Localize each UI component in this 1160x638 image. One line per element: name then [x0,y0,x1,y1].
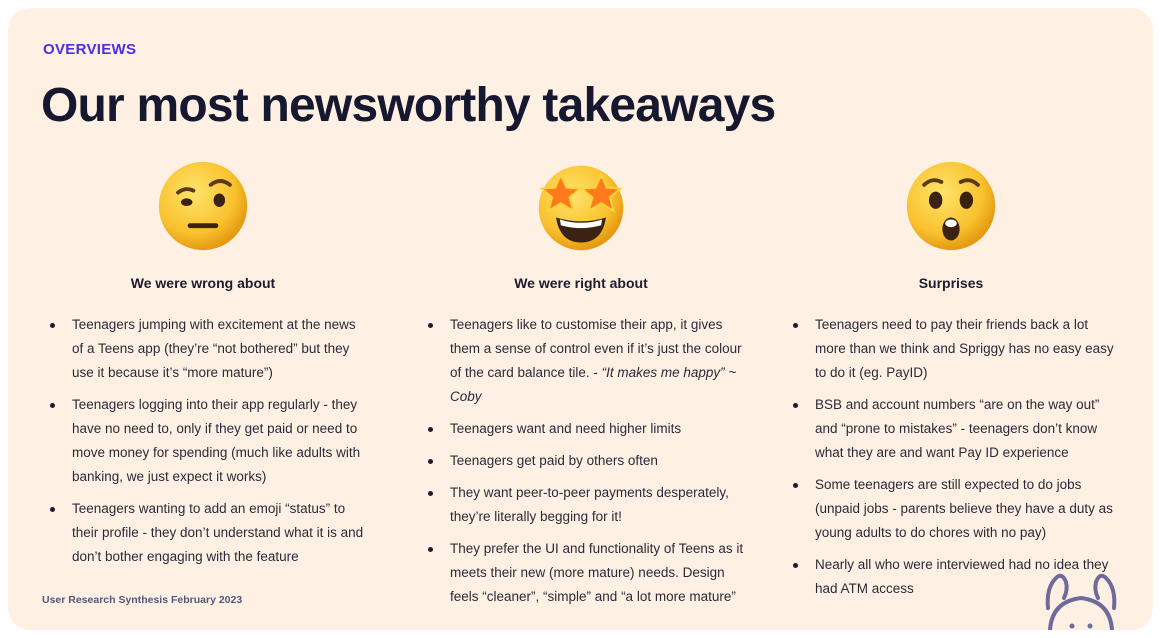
column-heading: We were wrong about [130,275,276,291]
bullet-list [416,313,746,609]
list-item: Teenagers like to customise their app, it gives them a sense of control even if it’s just the colour of the card balance tile. - “It makes me happy” ~ Coby [416,313,746,409]
quote-text: “It makes me happy” ~ Coby [450,365,737,404]
list-item: Nearly all who were interviewed had no idea they had ATM access [781,553,1121,601]
slide [8,8,1153,630]
column-wrong-about [38,158,368,577]
bullet-list [781,313,1121,601]
star-struck-emoji-icon [533,158,629,254]
column-right-about [416,158,746,617]
list-item: BSB and account numbers “are on the way out” and “prone to mistakes” - teenagers don’t know what they are and want Pay ID experience [781,393,1121,465]
list-item: Teenagers jumping with excitement at the news of a Teens app (they’re “not bothered” but they use it because it’s “more mature”) [38,313,368,385]
list-item: Teenagers want and need higher limits [416,417,746,441]
list-item: Teenagers need to pay their friends back a lot more than we think and Spriggy has no easy easy to do it (eg. PayID) [781,313,1121,385]
piggy-mascot-icon [1036,568,1126,630]
list-item: Some teenagers are still expected to do jobs (unpaid jobs - parents believe they have a duty as young adults to do chores with no pay) [781,473,1121,545]
column-heading: We were right about [514,275,648,291]
bullet-list [38,313,368,569]
list-item: They prefer the UI and functionality of Teens as it meets their new (more mature) needs. Design feels “cleaner”, “simple” and “a lot more mature” [416,537,746,609]
page-title: Our most newsworthy takeaways [41,79,776,132]
astonished-emoji-icon [903,158,999,254]
raised-eyebrow-emoji-icon [155,158,251,254]
footer-caption: User Research Synthesis February 2023 [42,594,243,606]
section-eyebrow: OVERVIEWS [43,41,137,58]
list-item: Teenagers wanting to add an emoji “status” to their profile - they don’t understand what it is and don’t bother engaging with the feature [38,497,368,569]
list-item: Teenagers logging into their app regularly - they have no need to, only if they get paid or need to move money for spending (much like adults with banking, we just expect it works) [38,393,368,489]
list-item: Teenagers get paid by others often [416,449,746,473]
list-item: They want peer-to-peer payments desperately, they’re literally begging for it! [416,481,746,529]
column-surprises [781,158,1121,609]
column-heading: Surprises [918,275,984,291]
